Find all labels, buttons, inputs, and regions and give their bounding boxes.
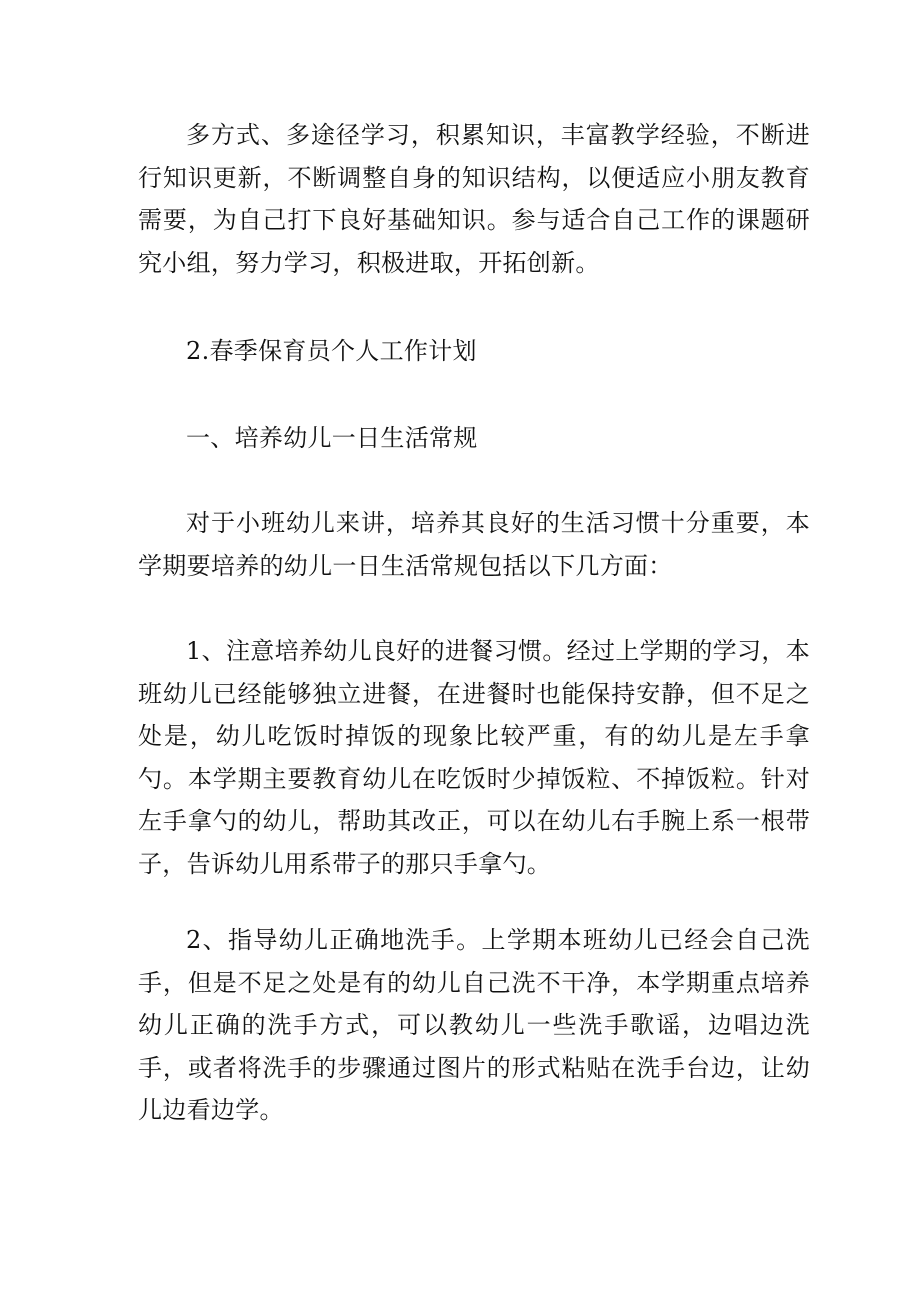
paragraph-intro: 对于小班幼儿来讲，培养其良好的生活习惯十分重要，本学期要培养的幼儿一日生活常规包括以下几方面： (138, 509, 810, 580)
paragraph-continuation: 多方式、多途径学习，积累知识，丰富教学经验，不断进行知识更新，不断调整自身的知识结构，以便适应小朋友教育需要，为自己打下良好基础知识。参与适合自己工作的课题研究小组，努力学习，积极进取，开拓创新。 (138, 121, 810, 277)
paragraph-item-2: 2、指导幼儿正确地洗手。上学期本班幼儿已经会自己洗手，但是不足之处是有的幼儿自己洗不干净，本学期重点培养幼儿正确的洗手方式，可以教幼儿一些洗手歌谣，边唱边洗手，或者将洗手的步骤通过图片的形式粘贴在洗手台边，让幼儿边看边学。 (138, 926, 810, 1124)
section-title: 2.春季保育员个人工作计划 (186, 337, 477, 365)
paragraph-item-1: 1、注意培养幼儿良好的进餐习惯。经过上学期的学习，本班幼儿已经能够独立进餐，在进餐时也能保持安静，但不足之处是，幼儿吃饭时掉饭的现象比较严重，有的幼儿是左手拿勺。本学期主要教育幼儿在吃饭时少掉饭粒、不掉饭粒。针对左手拿勺的幼儿，帮助其改正，可以在幼儿右手腕上系一根带子，告诉幼儿用系带子的那只手拿勺。 (138, 637, 810, 878)
subsection-heading: 一、培养幼儿一日生活常规 (186, 424, 478, 452)
